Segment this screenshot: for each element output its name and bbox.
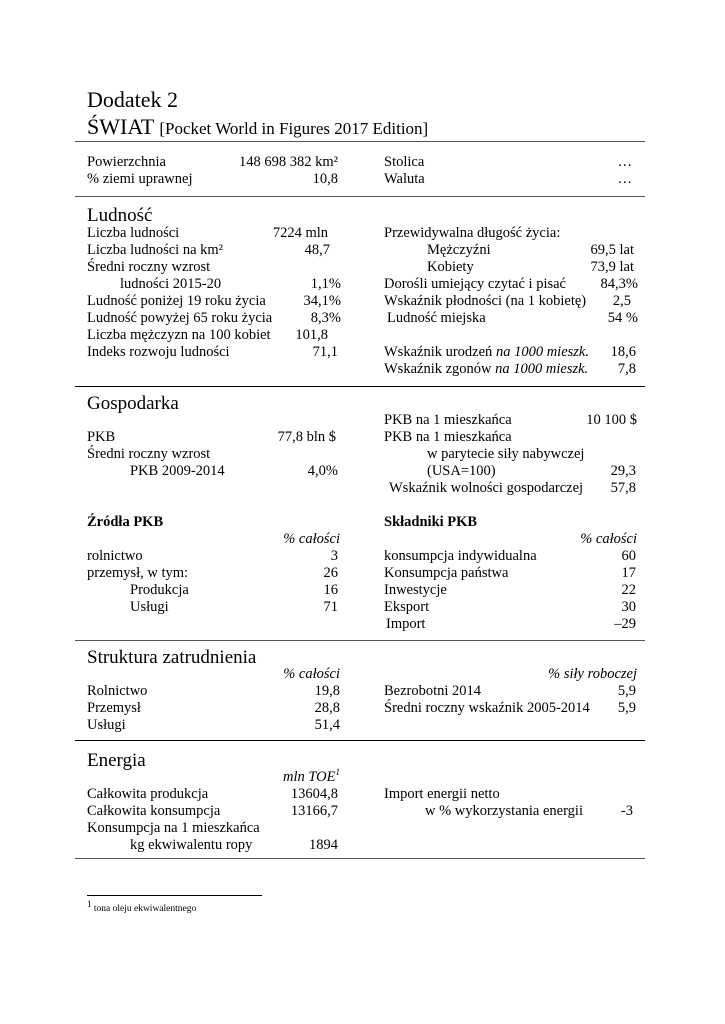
energy-consumption-label: Całkowita konsumpcja	[87, 803, 221, 819]
employment-unit-left: % całości	[283, 666, 340, 682]
arable-value: 10,8	[312, 171, 338, 187]
list-item-value: 22	[621, 582, 636, 598]
page-title	[87, 114, 428, 142]
freedom-value: 57,8	[610, 480, 636, 496]
list-item: Usługi	[87, 717, 126, 733]
list-item: Średni roczny wskaźnik 2005-2014	[384, 700, 590, 716]
list-item-value: 48,7	[304, 242, 330, 258]
appendix-label: Dodatek 2	[87, 87, 179, 112]
energy-heading: Energia	[87, 750, 146, 771]
list-item-value: 54 %	[607, 310, 638, 326]
list-item-value: 3	[330, 548, 338, 564]
list-item-value: 84,3%	[600, 276, 638, 292]
employment-unit-right: % siły roboczej	[548, 666, 637, 682]
energy-import-label: Import energii netto	[384, 786, 500, 802]
list-item: Bezrobotni 2014	[384, 683, 482, 699]
divider	[75, 740, 645, 741]
list-item: Liczba mężczyzn na 100 kobiet	[87, 327, 271, 343]
energy-per-capita-value: 1894	[309, 837, 338, 853]
divider	[75, 141, 645, 142]
list-item	[384, 361, 588, 378]
list-item: Liczba ludności	[87, 225, 180, 241]
energy-import-sub-label: w % wykorzystania energii	[425, 803, 583, 819]
freedom-label: Wskaźnik wolności gospodarczej	[389, 480, 584, 496]
list-item: Wskaźnik płodności (na 1 kobietę)	[384, 293, 587, 309]
list-item: Ludność powyżej 65 roku życia	[87, 310, 273, 326]
economy-heading: Gospodarka	[87, 393, 179, 414]
gdp-ppp-value: 29,3	[610, 463, 636, 479]
list-item-value: 16	[323, 582, 338, 598]
list-item: Przewidywalna długość życia:	[384, 225, 561, 241]
list-item: Ludność poniżej 19 roku życia	[87, 293, 266, 309]
area-label: Powierzchnia	[87, 154, 166, 170]
list-item: Import	[386, 616, 426, 632]
list-item: Konsumpcja państwa	[384, 565, 509, 581]
list-item-label: Wskaźnik zgonów	[384, 361, 496, 377]
energy-per-capita-sub-label: kg ekwiwalentu ropy	[130, 837, 253, 853]
gdp-sources-unit: % całości	[283, 531, 340, 547]
list-item: przemysł, w tym:	[87, 565, 189, 581]
list-item-unit: na 1000 mieszk.	[495, 361, 589, 377]
list-item-value: 7,8	[617, 361, 636, 377]
gdp-components-unit: % całości	[580, 531, 637, 547]
divider	[75, 196, 645, 197]
list-item: Dorośli umiejący czytać i pisać	[384, 276, 566, 292]
currency-label: Waluta	[384, 171, 425, 187]
title-main: ŚWIAT	[87, 114, 154, 139]
footnote-text: tona oleju ekwiwalentnego	[91, 904, 197, 914]
footnote-ref: 1	[335, 767, 341, 778]
list-item-value: 26	[323, 565, 338, 581]
list-item-value: 28,8	[314, 700, 340, 716]
energy-per-capita-label: Konsumpcja na 1 mieszkańca	[87, 820, 260, 836]
list-item-value: 69,5 lat	[590, 242, 634, 258]
list-item-value: 5,9	[617, 683, 636, 699]
gdp-growth-value: 4,0%	[307, 463, 338, 479]
gdp-value: 77,8 bln $	[277, 429, 336, 445]
arable-label: % ziemi uprawnej	[87, 171, 193, 187]
list-item	[384, 344, 589, 361]
energy-import-value: -3	[620, 803, 633, 819]
gdp-per-capita-value: 10 100 $	[586, 412, 637, 428]
footnote-rule	[87, 895, 262, 896]
gdp-growth-sub-label: PKB 2009-2014	[130, 463, 225, 479]
list-item: Indeks rozwoju ludności	[87, 344, 230, 360]
list-item-value: 18,6	[610, 344, 636, 360]
list-item: Eksport	[384, 599, 430, 615]
list-item: Produkcja	[130, 582, 189, 598]
energy-unit	[283, 769, 340, 786]
list-item-value: 5,9	[617, 700, 636, 716]
list-item-value: 73,9 lat	[590, 259, 634, 275]
list-item-value: 101,8	[295, 327, 328, 343]
list-item: Liczba ludności na km²	[87, 242, 224, 258]
energy-production-label: Całkowita produkcja	[87, 786, 209, 802]
list-item-value: 8,3%	[310, 310, 341, 326]
divider	[75, 640, 645, 641]
energy-production-value: 13604,8	[290, 786, 338, 802]
area-value: 148 698 382 km²	[238, 154, 338, 170]
capital-label: Stolica	[384, 154, 425, 170]
list-item: konsumpcja indywidualna	[384, 548, 537, 564]
list-item: Przemysł	[87, 700, 141, 716]
divider	[75, 858, 645, 859]
footnote	[87, 898, 197, 915]
list-item-value: 51,4	[314, 717, 340, 733]
list-item: ludności 2015-20	[120, 276, 222, 292]
list-item-value: 2,5	[612, 293, 631, 309]
footnote-number: 1	[87, 898, 92, 909]
gdp-ppp-label: PKB na 1 mieszkańca	[384, 429, 512, 445]
currency-value: …	[617, 171, 632, 187]
gdp-label: PKB	[87, 429, 116, 445]
list-item-value: 34,1%	[303, 293, 341, 309]
divider	[75, 386, 645, 387]
list-item-value: 71,1	[312, 344, 338, 360]
list-item-unit: na 1000 mieszk.	[495, 344, 589, 360]
list-item-value: 17	[621, 565, 636, 581]
list-item-value: 1,1%	[310, 276, 341, 292]
list-item: Kobiety	[427, 259, 474, 275]
employment-heading: Struktura zatrudnienia	[87, 647, 257, 668]
gdp-growth-label: Średni roczny wzrost	[87, 446, 211, 462]
list-item: Usługi	[130, 599, 169, 615]
energy-consumption-value: 13166,7	[290, 803, 338, 819]
list-item: Średni roczny wzrost	[87, 259, 211, 275]
population-heading: Ludność	[87, 205, 153, 226]
gdp-sources-heading: Źródła PKB	[87, 514, 164, 530]
list-item-value: 60	[621, 548, 636, 564]
list-item-value: 7224 mln	[272, 225, 328, 241]
list-item-value: 71	[323, 599, 338, 615]
title-subtitle: [Pocket World in Figures 2017 Edition]	[159, 119, 429, 138]
list-item-label: Wskaźnik urodzeń	[384, 344, 496, 360]
gdp-components-heading: Składniki PKB	[384, 514, 478, 530]
energy-unit-text: mln TOE	[283, 769, 336, 785]
list-item: Ludność miejska	[387, 310, 486, 326]
gdp-ppp-label: w parytecie siły nabywczej	[427, 446, 585, 462]
gdp-ppp-label: (USA=100)	[427, 463, 496, 479]
list-item-value: –29	[614, 616, 636, 632]
list-item: rolnictwo	[87, 548, 143, 564]
list-item: Inwestycje	[384, 582, 447, 598]
capital-value: …	[617, 154, 632, 170]
list-item-value: 30	[621, 599, 636, 615]
gdp-per-capita-label: PKB na 1 mieszkańca	[384, 412, 512, 428]
list-item-value: 19,8	[314, 683, 340, 699]
list-item: Rolnictwo	[87, 683, 148, 699]
list-item: Mężczyźni	[427, 242, 491, 258]
